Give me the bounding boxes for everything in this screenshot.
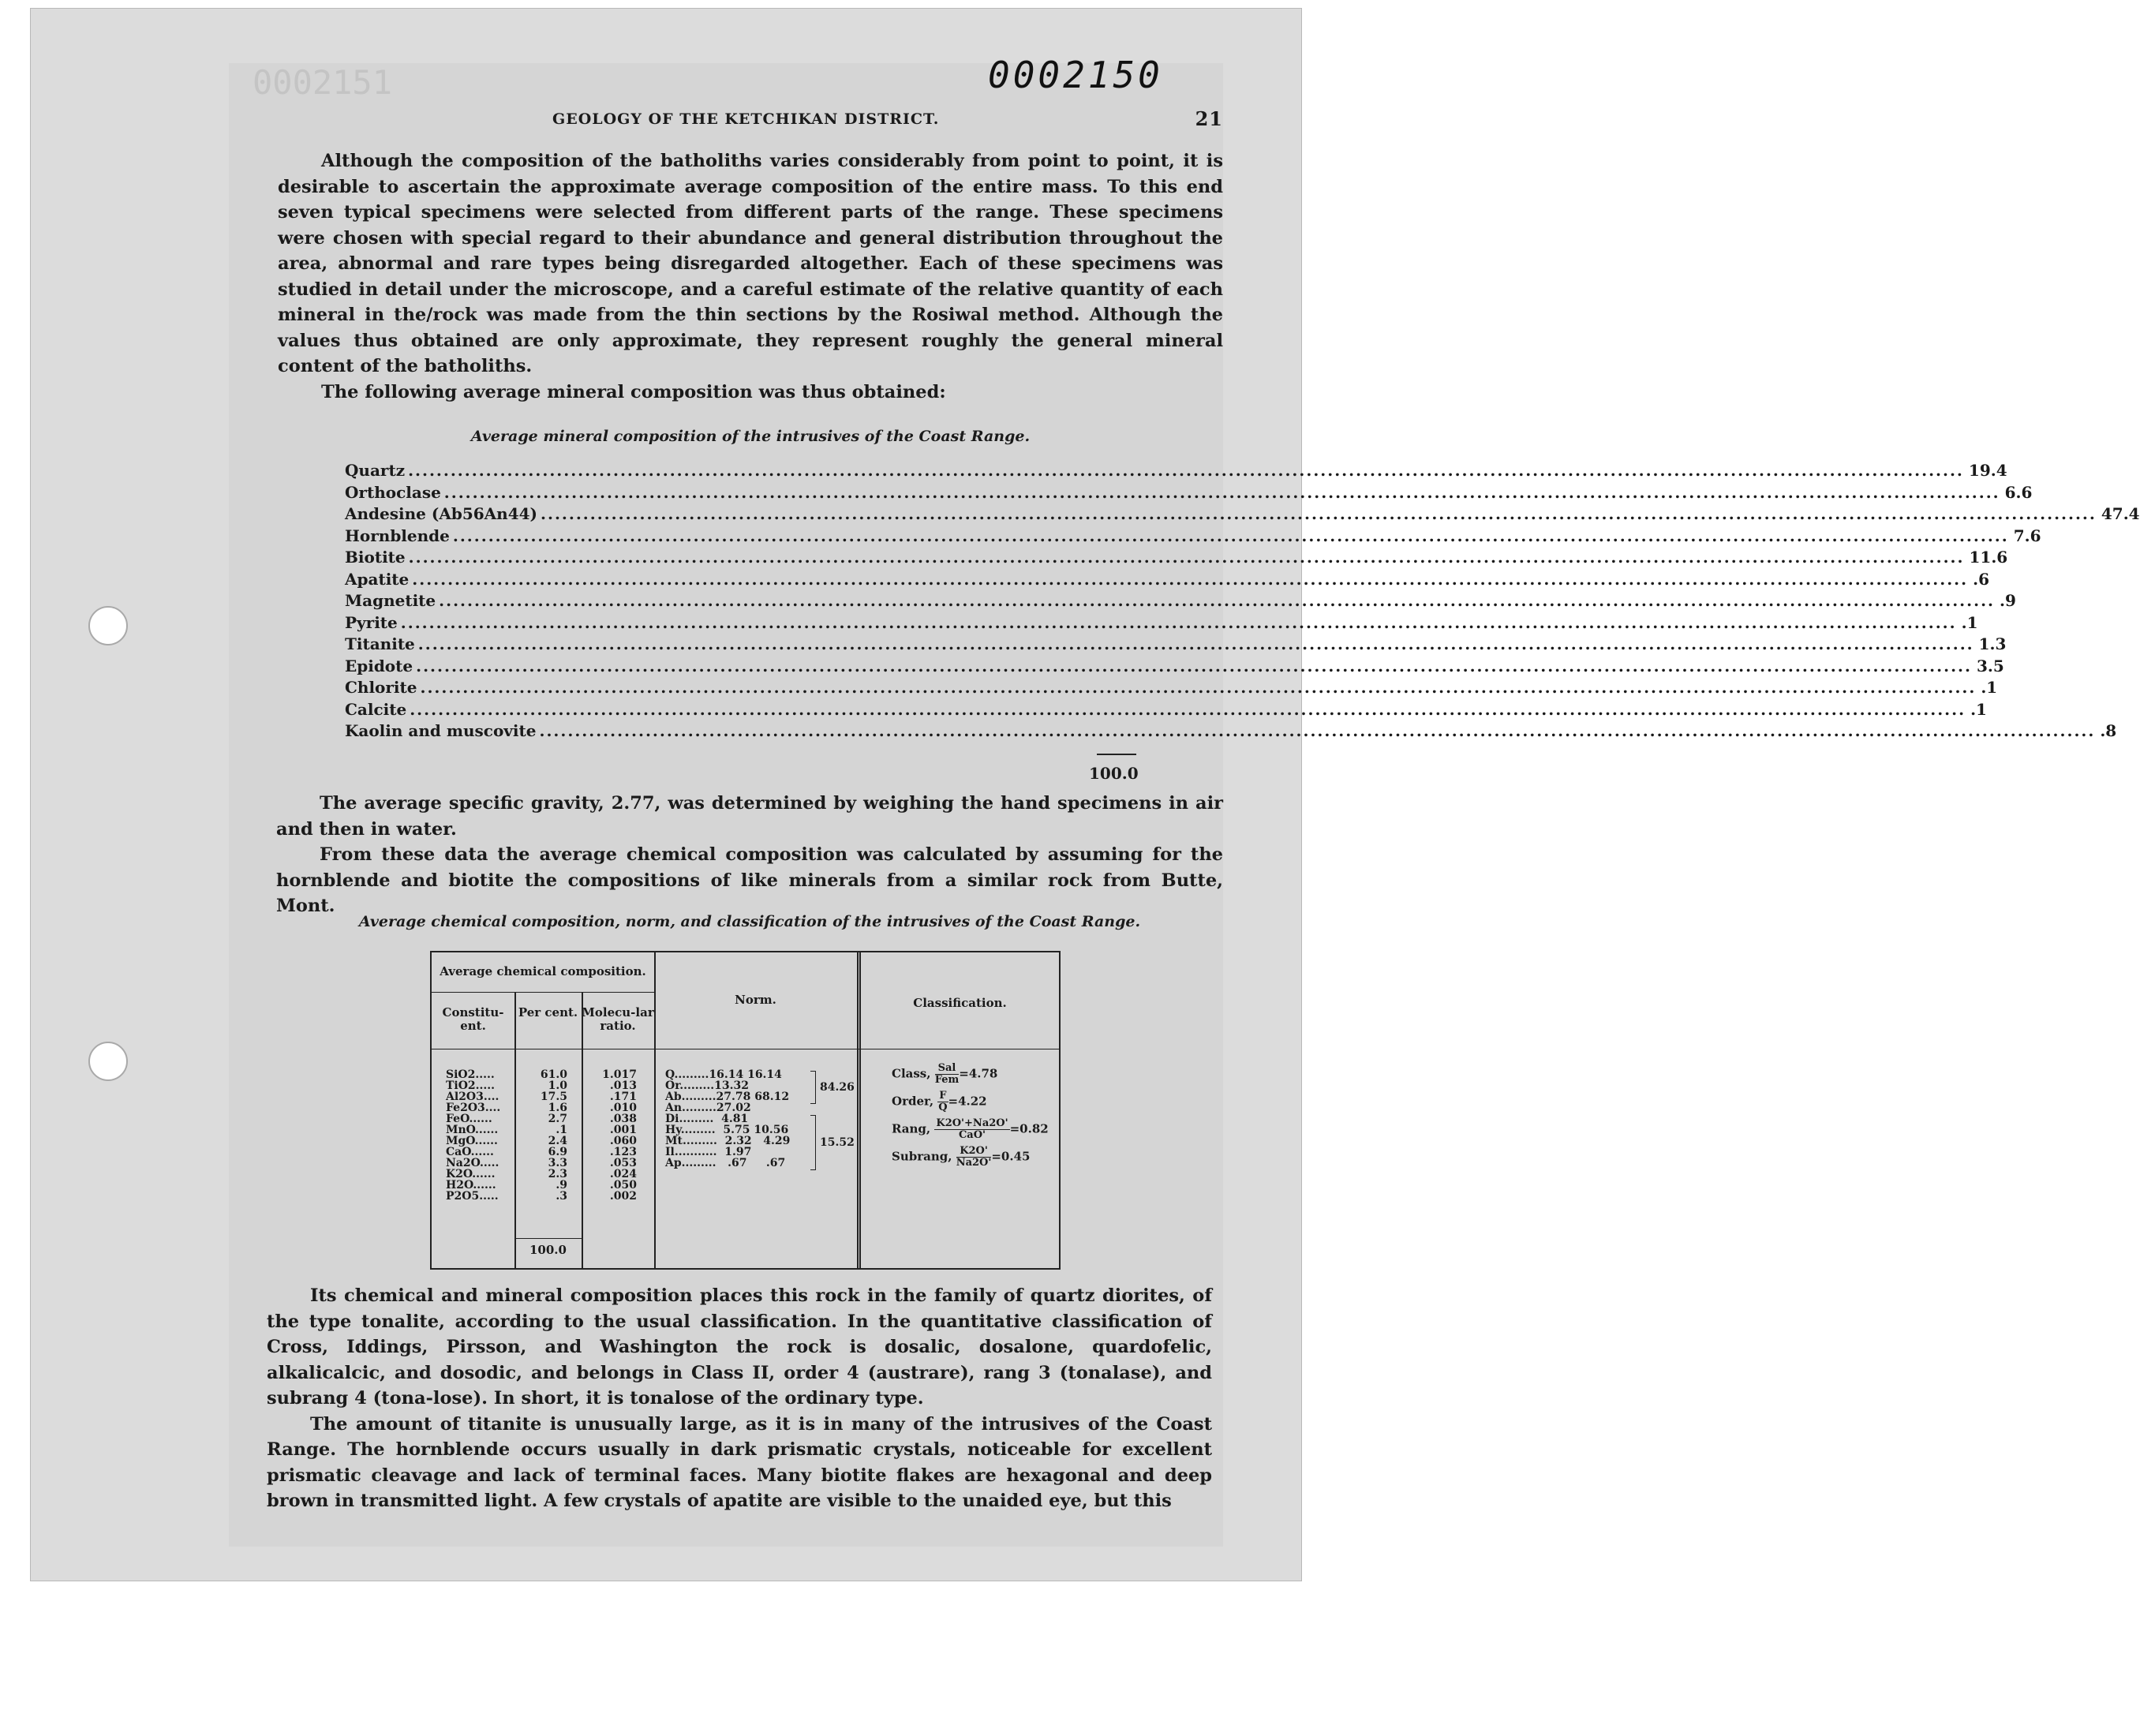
mineral-name: Hornblende: [345, 526, 450, 545]
percent-cell: 61.0: [540, 1068, 567, 1081]
mineral-row: [345, 678, 1998, 700]
mineral-value: 3.5: [1976, 656, 2004, 675]
leader-dots: ............................................................................................................................................................................................................................: [400, 612, 1957, 632]
col-molecular: Molecu-lar ratio.: [582, 1005, 654, 1033]
chem-table-caption: Average chemical composition, norm, and classification of the intrusives of the Coast Range.: [358, 913, 1141, 930]
constituent-cell: H2O......: [446, 1179, 496, 1192]
molecular-ratio-column: [589, 1069, 637, 1202]
ratio-cell: .013: [609, 1079, 637, 1092]
leader-dots: ............................................................................................................................................................................................................................: [408, 548, 1965, 567]
mineral-value: 19.4: [1968, 461, 2007, 480]
paragraph: Its chemical and mineral composition places this rock in the family of quartz diorites, of the type tonalite, according to the usual classification. In the quantitative classification of Cross, Iddings, Pirsson, and Washington the rock is dosalic, dosalone, quardofelic, alkalicalcic, and dosodic, and belongs in Class II, order 4 (austrare), rang 3 (tonalase), and subrang 4 (tona-lose). In short, it is tonalose of the ordinary type.: [267, 1285, 1212, 1409]
constituent-cell: CaO......: [446, 1146, 494, 1158]
mineral-row: [345, 612, 1978, 635]
chemical-composition-table: [430, 951, 1061, 1270]
col-constituent: Constitu-ent.: [442, 1005, 504, 1033]
percent-cell: 1.0: [548, 1079, 567, 1092]
constituent-cell: P2O5.....: [446, 1190, 499, 1203]
ratio-cell: .050: [609, 1179, 637, 1192]
percent-column: [520, 1069, 567, 1202]
rang-row: Rang, $\frac{K2O'+Na2O'}{\text{CaO'}}$ =0.82: [892, 1117, 1049, 1141]
mineral-row: [345, 591, 2016, 613]
mineral-name: Orthoclase: [345, 482, 441, 502]
mineral-table-caption: Average mineral composition of the intrusives of the Coast Range.: [470, 428, 1031, 445]
leader-dots: ............................................................................................................................................................................................................................: [439, 591, 1995, 610]
mineral-total: 100.0: [1089, 764, 1139, 783]
norm-row: Mt......... 2.32 4.29: [665, 1135, 791, 1147]
leader-dots: ............................................................................................................................................................................................................................: [452, 526, 2009, 545]
mineral-value: 11.6: [1969, 548, 2008, 567]
ratio-cell: .053: [609, 1157, 637, 1169]
mineral-row: [345, 656, 2004, 679]
leader-dots: ............................................................................................................................................................................................................................: [416, 656, 1972, 675]
ratio-cell: .038: [609, 1113, 637, 1125]
leader-dots: ............................................................................................................................................................................................................................: [410, 699, 1966, 719]
percent-cell: .3: [556, 1190, 567, 1203]
paragraph: The following average mineral composition was thus obtained:: [321, 381, 946, 402]
percent-cell: 1.6: [548, 1102, 567, 1114]
constituent-cell: MgO......: [446, 1135, 498, 1147]
ratio-cell: .123: [609, 1146, 637, 1158]
norm-row: Q.........16.14 16.14: [665, 1068, 782, 1081]
norm-row: An.........27.02: [665, 1102, 751, 1114]
mineral-name: Titanite: [345, 634, 415, 653]
norm-sal-total: 84.26: [820, 1081, 855, 1094]
constituent-cell: TiO2.....: [446, 1079, 496, 1092]
punch-hole-lower: [88, 1042, 128, 1081]
paragraph: The average specific gravity, 2.77, was determined by weighing the hand specimens in air and then in water.: [276, 793, 1223, 840]
mineral-row: [345, 482, 2033, 505]
mineral-name: Andesine (Ab56An44): [345, 504, 538, 523]
running-title: GEOLOGY OF THE KETCHIKAN DISTRICT.: [552, 110, 940, 128]
mineral-value: 1.3: [1978, 634, 2007, 653]
mineral-name: Epidote: [345, 656, 413, 675]
constituent-cell: MnO......: [446, 1124, 499, 1136]
mineral-value: .1: [1981, 678, 1998, 697]
ratio-cell: .001: [609, 1124, 637, 1136]
leader-dots: ............................................................................................................................................................................................................................: [539, 721, 2096, 740]
ratio-cell: .171: [609, 1091, 637, 1103]
col-norm: Norm.: [735, 993, 776, 1007]
percent-cell: 2.4: [548, 1135, 567, 1147]
intro-text: [278, 148, 1223, 405]
paragraph: Although the composition of the batholiths varies considerably from point to point, it is desirable to ascertain the approximate average composition of the entire mass. To this end seven typical specimens were selected from different parts of the range. These specimens were chosen with special regard to their abundance and general distribution throughout the area, abnormal and rare types being disregarded altogether. Each of these specimens was studied in detail under the microscope, and a careful estimate of the relative quantity of each mineral in the/rock was made from the thin sections by the Rosiwal method. Although the values thus obtained are only approximate, they represent roughly the general mineral content of the batholiths.: [278, 151, 1223, 376]
class-row: Class, $\frac{\text{Sal}}{\text{Fem}}$ =4.78: [892, 1062, 998, 1086]
percent-cell: .1: [556, 1124, 567, 1136]
norm-fem-total: 15.52: [820, 1136, 855, 1149]
mineral-row: [345, 721, 2117, 743]
leader-dots: ............................................................................................................................................................................................................................: [408, 461, 1964, 480]
document-stamp-number: 0002150: [988, 54, 1163, 96]
punch-hole-upper: [88, 606, 128, 645]
bleed-through-stamp: 0002151: [253, 63, 393, 102]
mineral-name: Biotite: [345, 548, 406, 567]
constituent-cell: Al2O3....: [446, 1091, 499, 1103]
mineral-value: 6.6: [2004, 482, 2033, 502]
leader-dots: ............................................................................................................................................................................................................................: [443, 482, 2000, 502]
constituent-cell: Fe2O3....: [446, 1102, 501, 1114]
leader-dots: ............................................................................................................................................................................................................................: [541, 504, 2097, 523]
mineral-row: [345, 548, 2008, 570]
mineral-value: .9: [2000, 591, 2016, 610]
norm-row: Il........... 1.97: [665, 1146, 752, 1158]
mineral-name: Apatite: [345, 569, 410, 589]
order-row: Order, $\frac{F}{Q}$ =4.22: [892, 1090, 987, 1113]
paragraph: From these data the average chemical composition was calculated by assuming for the hornblende and biotite the compositions of like minerals from a similar rock from Butte, Mont.: [276, 844, 1223, 916]
mineral-row: [345, 504, 2140, 526]
norm-row: Ap......... .67 .67: [665, 1157, 786, 1169]
ratio-cell: .024: [609, 1168, 637, 1180]
leader-dots: ............................................................................................................................................................................................................................: [412, 569, 1969, 589]
mineral-composition-table: [345, 461, 2140, 743]
norm-row: Or.........13.32: [665, 1079, 749, 1092]
constituent-cell: K2O......: [446, 1168, 496, 1180]
percent-cell: 17.5: [540, 1091, 567, 1103]
classification-text: [267, 1283, 1212, 1514]
percent-cell: 2.3: [548, 1168, 567, 1180]
percent-cell: 2.7: [548, 1113, 567, 1125]
mineral-name: Chlorite: [345, 678, 417, 697]
mineral-name: Calcite: [345, 699, 407, 719]
mineral-name: Magnetite: [345, 591, 436, 610]
mineral-name: Pyrite: [345, 612, 398, 632]
mineral-value: .1: [1961, 612, 1978, 632]
constituent-cell: SiO2.....: [446, 1068, 495, 1081]
page-number: 21: [1195, 107, 1223, 130]
leader-dots: ............................................................................................................................................................................................................................: [420, 678, 1977, 697]
mineral-row: [345, 461, 2007, 483]
mineral-name: Quartz: [345, 461, 406, 480]
mineral-value: 47.4: [2101, 504, 2140, 523]
norm-row: Di......... 4.81: [665, 1113, 749, 1125]
ratio-cell: .060: [609, 1135, 637, 1147]
mineral-value: 7.6: [2013, 526, 2041, 545]
percent-cell: .9: [556, 1179, 567, 1192]
mineral-row: [345, 699, 1987, 722]
subrang-row: Subrang, $\frac{K2O'}{Na2O'}$ =0.45: [892, 1145, 1031, 1169]
group-header: Average chemical composition.: [440, 964, 646, 978]
ratio-cell: .010: [609, 1102, 637, 1114]
norm-row: Ab.........27.78 68.12: [665, 1091, 790, 1103]
norm-row: Hy......... 5.75 10.56: [665, 1124, 789, 1136]
col-classification: Classification.: [913, 996, 1007, 1010]
ratio-cell: .002: [609, 1190, 637, 1203]
mineral-value: .1: [1970, 699, 1987, 719]
mineral-row: [345, 569, 1989, 592]
constituent-cell: Na2O.....: [446, 1157, 499, 1169]
specific-gravity-text: [276, 791, 1223, 919]
constituent-column: [446, 1069, 500, 1202]
paragraph: The amount of titanite is unusually large, as it is in many of the intrusives of the Coast Range. The hornblende occurs usually in dark prismatic crystals, noticeable for excellent prismatic cleavage and lack of terminal faces. Many biotite flakes are hexagonal and deep brown in transmitted light. A few crystals of apatite are visible to the unaided eye, but this: [267, 1413, 1212, 1511]
constituent-cell: FeO......: [446, 1113, 492, 1125]
ratio-cell: 1.017: [602, 1068, 637, 1081]
total-rule: [1097, 754, 1136, 755]
mineral-value: .6: [1973, 569, 1989, 589]
percent-cell: 6.9: [548, 1146, 567, 1158]
mineral-row: [345, 634, 2007, 657]
leader-dots: ............................................................................................................................................................................................................................: [417, 634, 1974, 653]
percent-cell: 3.3: [548, 1157, 567, 1169]
mineral-row: [345, 526, 2041, 548]
percent-total: 100.0: [529, 1243, 567, 1257]
mineral-name: Kaolin and muscovite: [345, 721, 537, 740]
norm-column: [665, 1069, 790, 1169]
classification-block: [892, 1063, 1049, 1169]
col-percent: Per cent.: [518, 1005, 578, 1020]
mineral-value: .8: [2100, 721, 2117, 740]
